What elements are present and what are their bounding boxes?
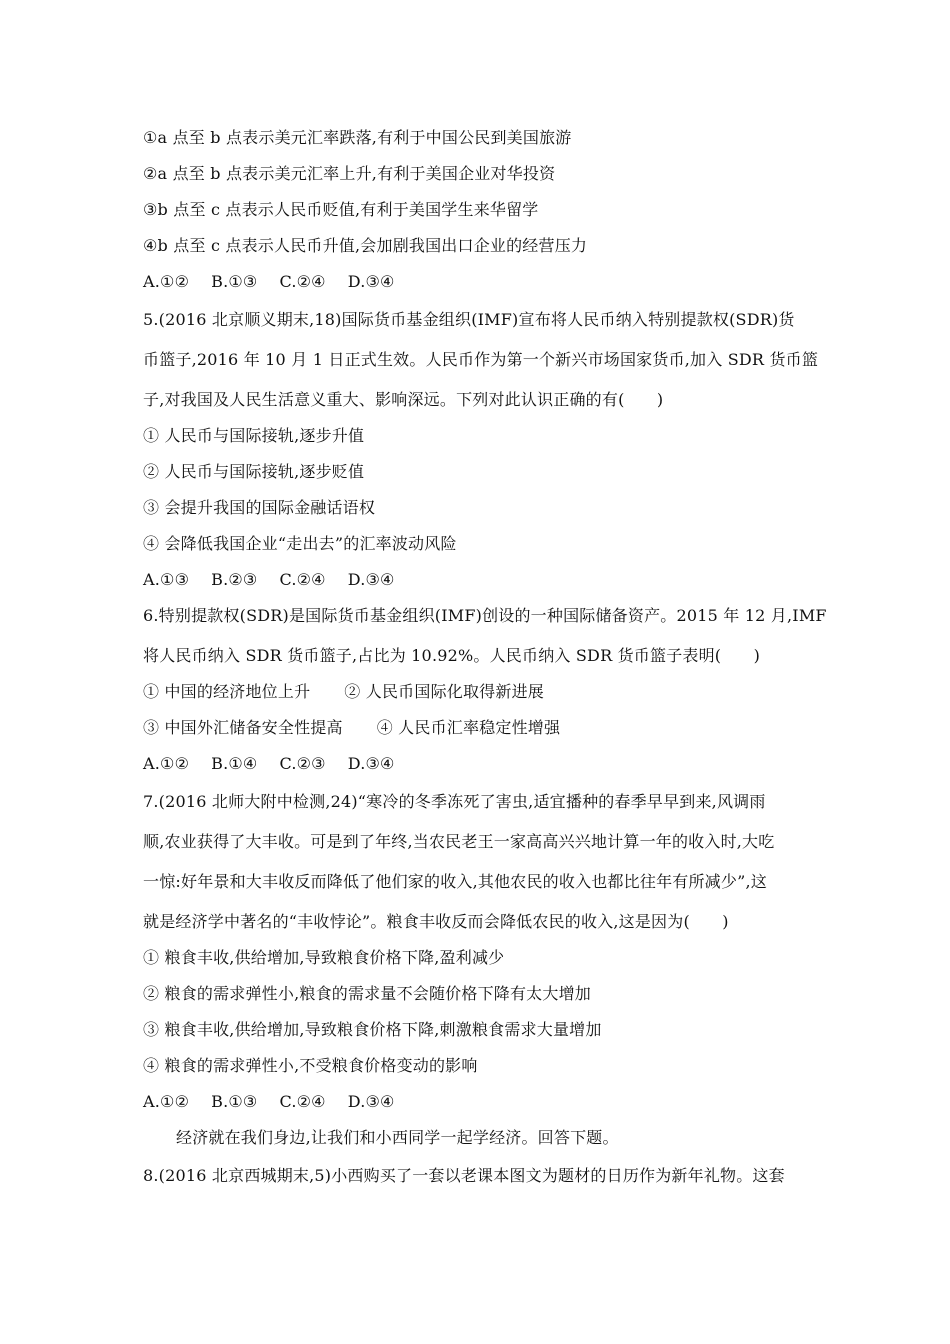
q4-option-1: ①a 点至 b 点表示美元汇率跌落,有利于中国公民到美国旅游 [143, 128, 572, 147]
q4-option-4: ④b 点至 c 点表示人民币升值,会加剧我国出口企业的经营压力 [143, 236, 588, 255]
q5-answer-b: B.②③ [211, 570, 258, 589]
q7-option-1: ① 粮食丰收,供给增加,导致粮食价格下降,盈利减少 [143, 948, 505, 967]
q7-answer-choices [143, 1092, 823, 1112]
q7-answer-c: C.②④ [279, 1092, 326, 1111]
q6-stem-line-2: 将人民币纳入 SDR 货币篮子,占比为 10.92%。人民币纳入 SDR 货币篮子表明( ) [143, 646, 761, 665]
q5-answer-a: A.①③ [143, 570, 190, 589]
q6-answer-b: B.①④ [211, 754, 258, 773]
q7-stem-line-1: 7.(2016 北师大附中检测,24)“寒冷的冬季冻死了害虫,适宜播种的春季早早到来,风调雨 [143, 792, 766, 811]
q7-option-2: ② 粮食的需求弹性小,粮食的需求量不会随价格下降有太大增加 [143, 984, 591, 1003]
q6-option-2: ② 人民币国际化取得新进展 [344, 682, 544, 701]
q5-option-4: ④ 会降低我国企业“走出去”的汇率波动风险 [143, 534, 457, 553]
q6-answer-choices [143, 754, 823, 774]
q7-stem-line-2: 顺,农业获得了大丰收。可是到了年终,当农民老王一家高高兴兴地计算一年的收入时,大吃 [143, 832, 775, 851]
q6-options-row-1 [143, 682, 823, 702]
q6-stem-line-1: 6.特别提款权(SDR)是国际货币基金组织(IMF)创设的一种国际储备资产。2015 年 12 月,IMF [143, 606, 827, 625]
q7-answer-a: A.①② [143, 1092, 190, 1111]
q4-answer-a: A.①② [143, 272, 190, 291]
q5-stem-line-3: 子,对我国及人民生活意义重大、影响深远。下列对此认识正确的有( ) [143, 390, 664, 409]
q4-answer-c: C.②④ [279, 272, 326, 291]
q4-option-3: ③b 点至 c 点表示人民币贬值,有利于美国学生来华留学 [143, 200, 539, 219]
section-intro: 经济就在我们身边,让我们和小西同学一起学经济。回答下题。 [176, 1128, 619, 1147]
q7-stem-line-3: 一惊:好年景和大丰收反而降低了他们家的收入,其他农民的收入也都比往年有所减少”,这 [143, 872, 767, 891]
q6-option-4: ④ 人民币汇率稳定性增强 [376, 718, 561, 737]
q4-option-2: ②a 点至 b 点表示美元汇率上升,有利于美国企业对华投资 [143, 164, 556, 183]
q6-answer-c: C.②③ [279, 754, 326, 773]
q5-answer-d: D.③④ [347, 570, 395, 589]
q6-option-1: ① 中国的经济地位上升 [143, 682, 311, 701]
q6-answer-a: A.①② [143, 754, 190, 773]
q6-answer-d: D.③④ [347, 754, 395, 773]
q7-option-4: ④ 粮食的需求弹性小,不受粮食价格变动的影响 [143, 1056, 478, 1075]
q4-answer-choices [143, 272, 823, 292]
q7-stem-line-4: 就是经济学中著名的“丰收悖论”。粮食丰收反而会降低农民的收入,这是因为( ) [143, 912, 729, 931]
q6-options-row-2 [143, 718, 823, 738]
q7-option-3: ③ 粮食丰收,供给增加,导致粮食价格下降,刺激粮食需求大量增加 [143, 1020, 602, 1039]
q5-option-2: ② 人民币与国际接轨,逐步贬值 [143, 462, 365, 481]
q5-answer-c: C.②④ [279, 570, 326, 589]
q7-answer-b: B.①③ [211, 1092, 258, 1111]
q5-option-1: ① 人民币与国际接轨,逐步升值 [143, 426, 365, 445]
q4-answer-d: D.③④ [347, 272, 395, 291]
q5-stem-line-2: 币篮子,2016 年 10 月 1 日正式生效。人民币作为第一个新兴市场国家货币,加入 SDR 货币篮 [143, 350, 819, 369]
q4-answer-b: B.①③ [211, 272, 258, 291]
q5-option-3: ③ 会提升我国的国际金融话语权 [143, 498, 376, 517]
q6-option-3: ③ 中国外汇储备安全性提高 [143, 718, 343, 737]
q7-answer-d: D.③④ [347, 1092, 395, 1111]
q5-answer-choices [143, 570, 823, 590]
q8-stem-line-1: 8.(2016 北京西城期末,5)小西购买了一套以老课本图文为题材的日历作为新年礼物。这套 [143, 1166, 785, 1185]
q5-stem-line-1: 5.(2016 北京顺义期末,18)国际货币基金组织(IMF)宣布将人民币纳入特别提款权(SDR)货 [143, 310, 795, 329]
